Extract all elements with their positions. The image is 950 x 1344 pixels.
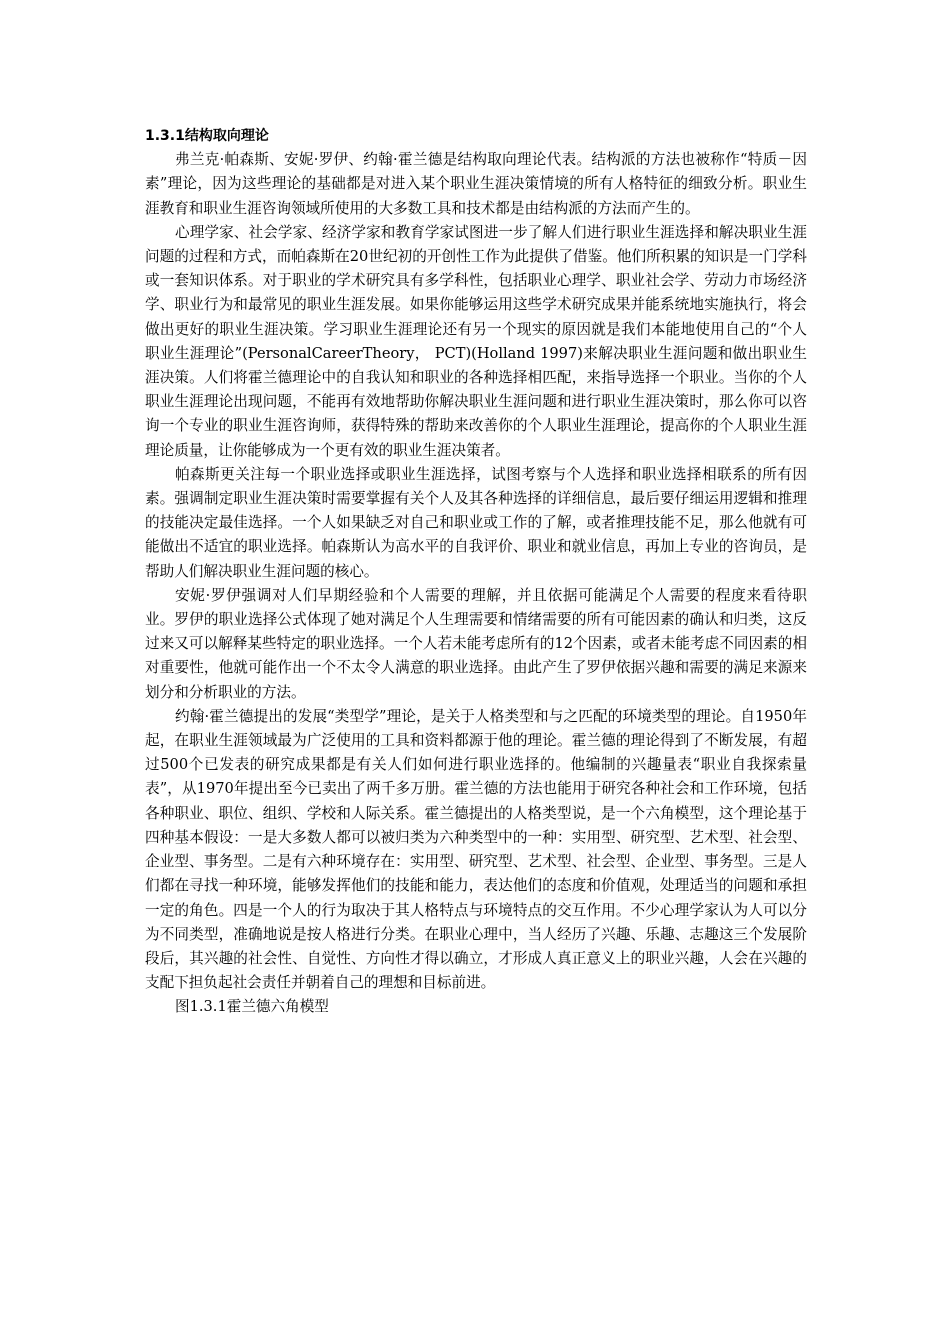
document-page — [145, 124, 807, 1020]
paragraph-parsons: 帕森斯更关注每一个职业选择或职业生涯选择，试图考察与个人选择和职业选择相联系的所有因素。强调制定职业生涯决策时需要掌握有关个人及其各种选择的详细信息，最后要仔细运用逻辑和推理的技能决定最佳选择。一个人如果缺乏对自己和职业或工作的了解，或者推理技能不足，那么他就有可能做出不适宜的职业选择。帕森斯认为高水平的自我评价、职业和就业信息，再加上专业的咨询员，是帮助人们解决职业生涯问题的核心。 — [145, 465, 807, 580]
paragraph-structural-representatives: 弗兰克·帕森斯、安妮·罗伊、约翰·霍兰德是结构取向理论代表。结构派的方法也被称作“特质－因素”理论，因为这些理论的基础都是对进入某个职业生涯决策情境的所有人格特征的细致分析。职业生涯教育和职业生涯咨询领域所使用的大多数工具和技术都是由结构派的方法而产生的。 — [145, 151, 807, 217]
paragraph-holland: 约翰·霍兰德提出的发展“类型学”理论，是关于人格类型和与之匹配的环境类型的理论。自1950年起，在职业生涯领域最为广泛使用的工具和资料都源于他的理论。霍兰德的理论得到了不断发展，有超过500个已发表的研究成果都是有关人们如何进行职业选择的。他编制的兴趣量表“职业自我探索量表”，从1970年提出至今已卖出了两千多万册。霍兰德的方法也能用于研究各种社会和工作环境，包括各种职业、职位、组织、学校和人际关系。霍兰德提出的人格类型说，是一个六角模型，这个理论基于四种基本假设：一是大多数人都可以被归类为六种类型中的一种：实用型、研究型、艺术型、社会型、企业型、事务型。二是有六种环境存在：实用型、研究型、艺术型、社会型、企业型、事务型。三是人们都在寻找一种环境，能够发挥他们的技能和能力，表达他们的态度和价值观，处理适当的问题和承担一定的角色。四是一个人的行为取决于其人格特点与环境特点的交互作用。不少心理学家认为人可以分为不同类型，准确地说是按人格进行分类。在职业心理中，当人经历了兴趣、乐趣、志趣这三个发展阶段后，其兴趣的社会性、自觉性、方向性才得以确立，才形成人真正意义上的职业兴趣，人会在兴趣的支配下担负起社会责任并朝着自己的理想和目标前进。 — [145, 707, 807, 992]
paragraph-career-theory-study: 心理学家、社会学家、经济学家和教育学家试图进一步了解人们进行职业生涯选择和解决职业生涯问题的过程和方式，而帕森斯在20世纪初的开创性工作为此提供了借鉴。他们所积累的知识是一门学科或一套知识体系。对于职业的学术研究具有多学科性，包括职业心理学、职业社会学、劳动力市场经济学、职业行为和最常见的职业生涯发展。如果你能够运用这些学术研究成果并能系统地实施执行，将会做出更好的职业生涯决策。学习职业生涯理论还有另一个现实的原因就是我们本能地使用自己的“个人职业生涯理论”(PersonalCareerTheory， PCT)(Holland 1997)来解决职业生涯问题和做出职业生涯决策。人们将霍兰德理论中的自我认知和职业的各种选择相匹配，来指导选择一个职业。当你的个人职业生涯理论出现问题，不能再有效地帮助你解决职业生涯问题和进行职业生涯决策时，那么你可以咨询一个专业的职业生涯咨询师，获得特殊的帮助来改善你的个人职业生涯理论，提高你的个人职业生涯理论质量，让你能够成为一个更有效的职业生涯决策者。 — [145, 223, 807, 459]
paragraph-roe: 安妮·罗伊强调对人们早期经验和个人需要的理解，并且依据可能满足个人需要的程度来看待职业。罗伊的职业选择公式体现了她对满足个人生理需要和情绪需要的所有可能因素的确认和归类，这反过来又可以解释某些特定的职业选择。一个人若未能考虑所有的12个因素，或者未能考虑不同因素的相对重要性，他就可能作出一个不太令人满意的职业选择。由此产生了罗伊依据兴趣和需要的满足来源来划分和分析职业的方法。 — [145, 586, 807, 701]
figure-caption: 图1.3.1霍兰德六角模型 — [175, 998, 329, 1016]
section-heading: 1.3.1结构取向理论 — [145, 128, 269, 144]
